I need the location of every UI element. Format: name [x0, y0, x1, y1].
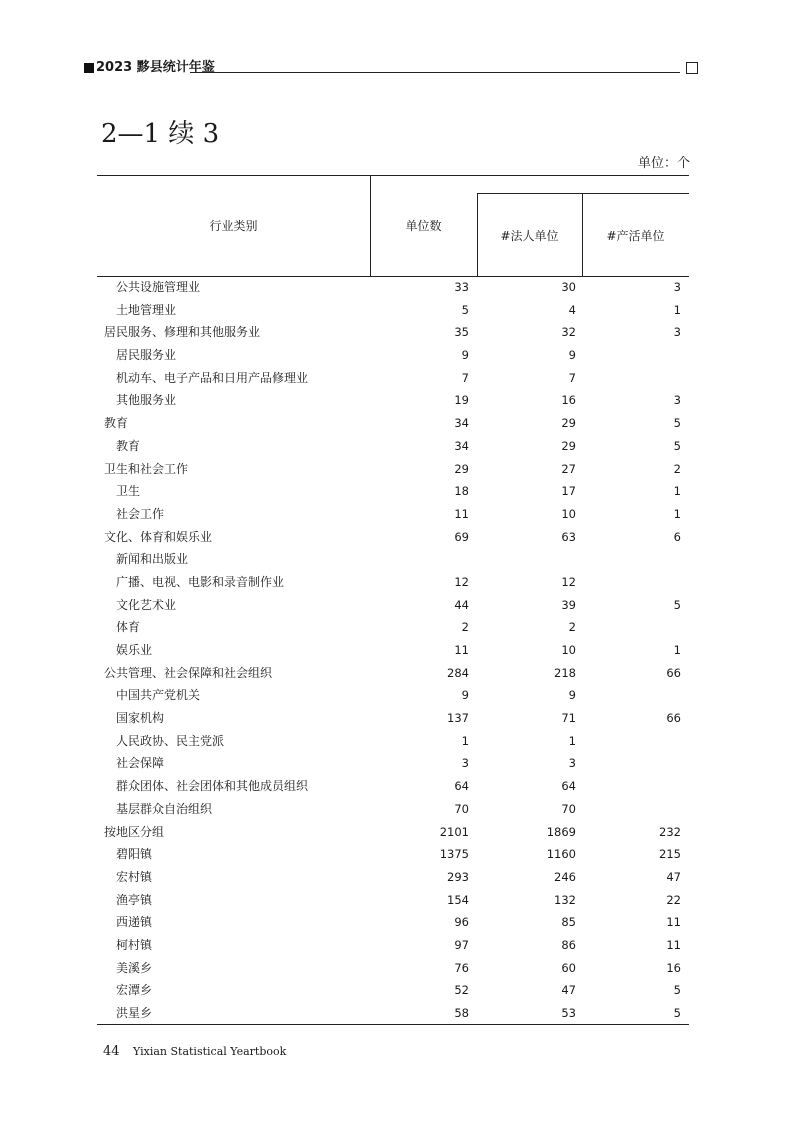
row-category-label: 宏潭乡	[116, 983, 153, 998]
row-category-label: 新闻和出版业	[116, 552, 189, 567]
cell-legal-units: 9	[568, 688, 576, 703]
cell-industrial-units: 1	[673, 643, 681, 657]
cell-industrial-units: 215	[659, 847, 681, 862]
header-industrial-units: #产活单位	[606, 229, 665, 243]
table-row	[97, 412, 689, 435]
cell-legal-units: 71	[561, 711, 576, 726]
row-category-label: 卫生和社会工作	[104, 461, 189, 476]
row-category-label: 公共设施管理业	[116, 280, 201, 294]
cell-units: 52	[454, 983, 469, 998]
row-category-label: 社会工作	[116, 506, 165, 521]
row-category-label: 广播、电视、电影和录音制作业	[116, 574, 285, 589]
cell-units: 69	[454, 529, 469, 544]
row-category-label: 中国共产党机关	[116, 688, 201, 703]
row-category-label: 文化艺术业	[116, 597, 177, 612]
table-row	[97, 843, 689, 866]
row-category-label: 按地区分组	[104, 824, 165, 839]
header-units: 单位数	[405, 219, 442, 233]
cell-industrial-units: 3	[673, 280, 681, 294]
table-row	[97, 548, 689, 571]
cell-industrial-units: 66	[666, 711, 681, 726]
table-row	[97, 503, 689, 526]
cell-legal-units: 85	[561, 915, 576, 930]
cell-legal-units: 60	[561, 960, 576, 975]
hollow-square-icon	[686, 62, 698, 74]
cell-legal-units: 1	[568, 733, 576, 748]
cell-units: 76	[454, 960, 469, 975]
table-row	[97, 526, 689, 549]
cell-industrial-units: 1	[673, 484, 681, 499]
table-row	[97, 435, 689, 458]
table-row	[97, 662, 689, 685]
cell-legal-units: 70	[561, 801, 576, 816]
cell-units: 33	[454, 280, 469, 294]
cell-legal-units: 27	[561, 461, 576, 476]
table-title: 2—1 续 3	[101, 119, 220, 149]
table-row	[97, 344, 689, 367]
running-head-title: 2023 黟县统计年鉴	[96, 60, 215, 75]
cell-units: 7	[461, 370, 469, 385]
cell-industrial-units: 1	[673, 506, 681, 521]
running-head-rule	[190, 72, 680, 73]
table-row	[97, 321, 689, 344]
table-row	[97, 957, 689, 980]
table-row	[97, 775, 689, 798]
table-row	[97, 730, 689, 753]
cell-units: 97	[454, 937, 469, 952]
cell-industrial-units: 1	[673, 302, 681, 317]
cell-industrial-units: 5	[673, 597, 681, 612]
cell-industrial-units: 5	[673, 983, 681, 998]
cell-legal-units: 218	[554, 665, 576, 680]
cell-units: 284	[447, 665, 469, 680]
cell-legal-units: 29	[561, 438, 576, 453]
cell-legal-units: 10	[561, 506, 576, 521]
cell-legal-units: 17	[561, 484, 576, 499]
cell-units: 11	[454, 506, 469, 521]
table-row	[97, 616, 689, 639]
table-row	[97, 934, 689, 957]
cell-legal-units: 30	[561, 280, 576, 294]
page-footer	[103, 1045, 286, 1059]
row-category-label: 宏村镇	[116, 869, 153, 884]
book-title: Yixian Statistical Yeartbook	[133, 1045, 287, 1058]
cell-units: 2	[461, 620, 469, 635]
cell-legal-units: 1160	[546, 847, 576, 862]
cell-legal-units: 4	[568, 302, 576, 317]
table-row	[97, 752, 689, 775]
table-row	[97, 911, 689, 934]
cell-industrial-units: 5	[673, 416, 681, 431]
table-row	[97, 821, 689, 844]
table-row	[97, 367, 689, 390]
table-row	[97, 639, 689, 662]
cell-legal-units: 53	[561, 1006, 576, 1020]
cell-legal-units: 3	[568, 756, 576, 771]
cell-legal-units: 86	[561, 937, 576, 952]
cell-industrial-units: 2	[673, 461, 681, 476]
table-row	[97, 866, 689, 889]
row-category-label: 卫生	[116, 484, 141, 499]
table-row	[97, 571, 689, 594]
table-row	[97, 707, 689, 730]
running-head	[84, 60, 215, 76]
cell-units: 3	[461, 756, 469, 771]
table-top-rule	[97, 175, 689, 176]
cell-units: 70	[454, 801, 469, 816]
cell-industrial-units: 47	[666, 869, 681, 884]
table-row	[97, 979, 689, 1002]
table-row	[97, 480, 689, 503]
cell-units: 154	[447, 892, 469, 907]
cell-units: 1375	[439, 847, 469, 862]
table-row	[97, 458, 689, 481]
row-category-label: 公共管理、社会保障和社会组织	[104, 665, 273, 680]
row-category-label: 渔亭镇	[116, 892, 153, 907]
table-bottom-rule	[97, 1024, 689, 1025]
cell-units: 293	[447, 869, 469, 884]
row-category-label: 柯村镇	[116, 937, 153, 952]
cell-units: 5	[461, 302, 469, 317]
table-row	[97, 299, 689, 322]
cell-units: 35	[454, 325, 469, 340]
row-category-label: 人民政协、民主党派	[116, 733, 225, 748]
cell-industrial-units: 11	[666, 915, 681, 930]
row-category-label: 美溪乡	[116, 960, 153, 975]
cell-legal-units: 246	[554, 869, 576, 884]
cell-units: 64	[454, 779, 469, 794]
cell-legal-units: 2	[568, 620, 576, 635]
row-category-label: 群众团体、社会团体和其他成员组织	[116, 779, 309, 794]
row-category-label: 教育	[116, 438, 141, 453]
header-sub-rule	[477, 193, 689, 194]
cell-legal-units: 10	[561, 643, 576, 657]
cell-units: 58	[454, 1006, 469, 1020]
row-category-label: 娱乐业	[116, 643, 153, 657]
cell-units: 44	[454, 597, 469, 612]
row-category-label: 基层群众自治组织	[116, 801, 213, 816]
cell-units: 18	[454, 484, 469, 499]
cell-units: 137	[447, 711, 469, 726]
cell-legal-units: 47	[561, 983, 576, 998]
cell-industrial-units: 5	[673, 438, 681, 453]
table-row	[97, 276, 689, 299]
row-category-label: 体育	[116, 620, 141, 635]
cell-units: 34	[454, 416, 469, 431]
unit-label: 单位：个	[637, 156, 690, 171]
cell-industrial-units: 5	[673, 1006, 681, 1020]
header-legal-units: #法人单位	[500, 229, 559, 243]
cell-industrial-units: 3	[673, 393, 681, 408]
row-category-label: 西递镇	[116, 915, 153, 930]
header-category: 行业类别	[209, 219, 258, 233]
row-category-label: 碧阳镇	[116, 847, 153, 862]
table-row	[97, 1002, 689, 1025]
row-category-label: 教育	[104, 416, 129, 431]
cell-legal-units: 12	[561, 574, 576, 589]
row-category-label: 土地管理业	[116, 302, 177, 317]
table-body	[97, 276, 689, 1025]
cell-units: 12	[454, 574, 469, 589]
cell-industrial-units: 11	[666, 937, 681, 952]
cell-industrial-units: 16	[666, 960, 681, 975]
row-category-label: 居民服务业	[116, 348, 177, 363]
cell-industrial-units: 232	[659, 824, 681, 839]
row-category-label: 社会保障	[116, 756, 165, 771]
row-category-label: 洪星乡	[116, 1006, 153, 1020]
row-category-label: 居民服务、修理和其他服务业	[104, 325, 261, 340]
row-category-label: 其他服务业	[116, 393, 177, 408]
page-number: 44	[103, 1044, 120, 1059]
cell-legal-units: 29	[561, 416, 576, 431]
table-row	[97, 389, 689, 412]
cell-legal-units: 32	[561, 325, 576, 340]
table-row	[97, 889, 689, 912]
table-row	[97, 684, 689, 707]
cell-legal-units: 39	[561, 597, 576, 612]
cell-legal-units: 63	[561, 529, 576, 544]
cell-units: 9	[461, 688, 469, 703]
cell-industrial-units: 66	[666, 665, 681, 680]
cell-units: 11	[454, 643, 469, 657]
cell-units: 1	[461, 733, 469, 748]
cell-industrial-units: 22	[666, 892, 681, 907]
cell-legal-units: 64	[561, 779, 576, 794]
row-category-label: 文化、体育和娱乐业	[104, 529, 213, 544]
cell-units: 9	[461, 348, 469, 363]
row-category-label: 国家机构	[116, 711, 165, 726]
cell-legal-units: 132	[554, 892, 576, 907]
cell-units: 2101	[439, 824, 469, 839]
cell-units: 29	[454, 461, 469, 476]
table-row	[97, 798, 689, 821]
row-category-label: 机动车、电子产品和日用产品修理业	[116, 370, 309, 385]
black-square-icon	[84, 63, 94, 73]
cell-units: 96	[454, 915, 469, 930]
cell-legal-units: 16	[561, 393, 576, 408]
cell-units: 19	[454, 393, 469, 408]
table-row	[97, 594, 689, 617]
cell-industrial-units: 6	[673, 529, 681, 544]
cell-units: 34	[454, 438, 469, 453]
cell-legal-units: 9	[568, 348, 576, 363]
cell-industrial-units: 3	[673, 325, 681, 340]
cell-legal-units: 7	[568, 370, 576, 385]
cell-legal-units: 1869	[546, 824, 576, 839]
